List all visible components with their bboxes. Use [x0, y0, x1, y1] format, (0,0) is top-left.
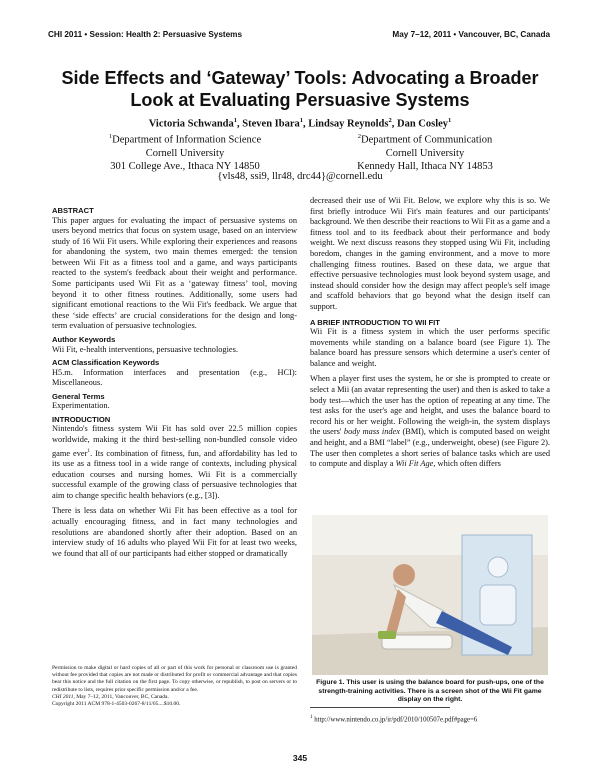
permission-notice: Permission to make digital or hard copies of all or part of this work for personal or classroom use is granted without fee provided that copies are not made or distributed for profit or commercial advantage and that copies bear this notice and the full citation on the first page. To copy otherwise, or republish, to post on servers or to redistribute to lists, requires prior specific permission and/or a fee.	[52, 665, 297, 693]
abstract-text: This paper argues for evaluating the impact of persuasive systems on users beyond metrics that focus on system usage, based on an interview study of 16 Wii Fit users. While exploring their experiences and reasons for abandoning the system, two main themes emerged: the tension between Wii Fit as a fitness tool and a game, and ways participants reacted to the system's feedback about their weight and performance. Some participants used Wii Fit as a ‘gateway fitness’ tool, moving beyond it to other fitness routines. Additionally, some users had significant emotional reactions to the Wii Fit's feedback. We argue that these ‘side effects’ are crucial considerations for the design and long-term evaluation of persuasive technologies.	[52, 215, 297, 331]
footnote-rule	[310, 707, 450, 708]
right-paragraph-3	[310, 374, 550, 469]
page-number: 345	[292, 753, 308, 763]
pushup-photo-illustration	[312, 515, 548, 675]
affiliation-org: Cornell University	[145, 147, 225, 159]
text-run: (BMI), which is computed based on weight and height, and a BMI “label” (e.g., underweight, obese) (see Figure 2). The user then completes a short series of balance tasks which are used to compute and display a	[310, 427, 550, 469]
conference-name: CHI 2011	[52, 693, 74, 700]
affiliation-mark: 2	[357, 133, 361, 140]
general-terms-text: Experimentation.	[52, 401, 110, 411]
affiliation-dept: Department of Communication	[361, 134, 493, 146]
author-name: Dan Cosley	[397, 118, 449, 130]
author-list: Victoria Schwanda$^1$, Steven Ibara$^1$, Lindsay Reynolds$^2$, Dan Cosley$^1$	[148, 117, 452, 130]
affiliation-1	[65, 130, 305, 173]
author-affil-mark: 1	[299, 117, 303, 124]
author-name: Steven Ibara	[242, 118, 300, 130]
general-terms-heading: General Terms	[52, 391, 105, 401]
introduction-paragraph-2: There is less data on whether Wii Fit has been effective as a tool for actually encouraging fitness, and in fact many technologies and resolutions are abandoned shortly after their adoption. Based on an interview study of 16 adults who played Wii Fit for at least two weeks, we found that all of our participants had either stopped or dramatically	[52, 506, 297, 558]
screen-avatar-body	[480, 585, 516, 625]
author-affil-mark: 1	[233, 117, 238, 124]
term-bmi: body mass index	[343, 427, 400, 437]
footnote-number: 1	[310, 715, 313, 720]
author-affil-mark: 2	[388, 117, 392, 124]
left-column	[52, 203, 297, 559]
running-header-right: May 7–12, 2011 • Vancouver, BC, Canada	[392, 30, 550, 39]
introduction-heading: INTRODUCTION	[52, 414, 111, 424]
footnote	[310, 714, 550, 725]
screen-avatar-head	[488, 557, 508, 577]
abstract-heading: ABSTRACT	[52, 206, 94, 215]
affiliation-address: Kennedy Hall, Ithaca NY 14853	[357, 160, 493, 172]
copyright-line: Copyright 2011 ACM 978-1-4503-0267-8/11/05....$10.00.	[52, 701, 181, 708]
brief-intro-heading: A BRIEF INTRODUCTION TO WII FIT	[310, 317, 440, 327]
player-wristband	[378, 631, 396, 639]
conference-details: , May 7–12, 2011, Vancouver, BC, Canada.	[73, 693, 169, 700]
author-name: Victoria Schwanda	[148, 118, 234, 130]
affiliation-2	[305, 130, 545, 173]
right-column	[310, 196, 550, 470]
author-keywords-text: Wii Fit, e-health interventions, persuasive technologies.	[52, 344, 238, 354]
text-run: . Its combination of fitness, fun, and affordability has led to its use as a fitness tool in a wide range of contexts, including physical education courses and nursing homes. Wii Fit is a commercially successful example of the growing class of persuasive technologies that aim to change specific health behaviors (e.g., [3]).	[52, 448, 297, 500]
text-run: Nintendo's fitness system Wii Fit has sold over 22.5 million copies worldwide, making it the third best-selling non-bundled console video game ever	[52, 424, 297, 458]
acm-classification-heading: ACM Classification Keywords	[52, 358, 160, 368]
author-name: Lindsay Reynolds	[308, 118, 389, 130]
introduction-paragraph-1	[52, 424, 297, 501]
right-paragraph-1: decreased their use of Wii Fit. Below, we explore why this is so. We first briefly introduce Wii Fit's main features and our participants' background. We then describe their reactions to Wii Fit as a game and a fitness tool and to its feedback about their performance and body weight. We next discuss reasons they stopped using Wii Fit, including boredom, changes in the gaming environment, and a move to more challenging fitness routines. Based on these data, we argue that effective persuasive technologies must look beyond system usage, and instead should consider how the design may affect people's self image and scaffold behaviors that go beyond what the design itself can support.	[310, 196, 550, 311]
author-keywords-heading: Author Keywords	[52, 335, 116, 345]
affiliation-address: 301 College Ave., Ithaca NY 14850	[110, 160, 260, 172]
affiliation-dept: Department of Information Science	[112, 134, 262, 146]
footnote-url: http://www.nintendo.co.jp/ir/pdf/2010/100507e.pdf#page=6	[312, 716, 478, 724]
affiliation-org: Cornell University	[385, 147, 465, 159]
right-paragraph-2: Wii Fit is a fitness system in which the user performs specific movements while standing on a balance board (see Figure 1). The balance board has pressure sensors which determine a user's center of balance and weight.	[310, 327, 550, 368]
running-header-left: CHI 2011 • Session: Health 2: Persuasive Systems	[48, 30, 243, 39]
author-emails: {vls48, ssi9, llr48, drc44}@cornell.edu	[217, 171, 383, 182]
figure-1-photo	[312, 515, 548, 675]
affiliation-mark: 1	[108, 133, 113, 140]
author-affil-mark: 1	[448, 117, 452, 124]
footnote-marker: 1	[87, 447, 91, 454]
paper-title: Side Effects and ‘Gateway’ Tools: Advocating a Broader Look at Evaluating Persuasive Systems	[61, 68, 539, 110]
text-run: When a player first uses the system, he or she is prompted to create or select a Mii (an avatar representing the user) and then is asked to take a body test—which the user has the option of repeating at any time. The test asks for the user's age and height, and uses the balance board to record his or her weight. Following the weigh-in, the system displays the users'	[310, 374, 550, 437]
figure-1-caption: Figure 1. This user is using the balance board for push-ups, one of the strength-training activities. There is a screen shot of the Wii Fit game display on the right.	[316, 679, 544, 704]
player-head	[393, 564, 415, 586]
copyright-block	[52, 665, 297, 708]
acm-classification-text: H5.m. Information interfaces and presentation (e.g., HCI): Miscellaneous.	[52, 367, 297, 388]
text-run: , which often differs	[433, 459, 501, 469]
term-wii-fit-age: Wii Fit Age	[395, 459, 434, 469]
